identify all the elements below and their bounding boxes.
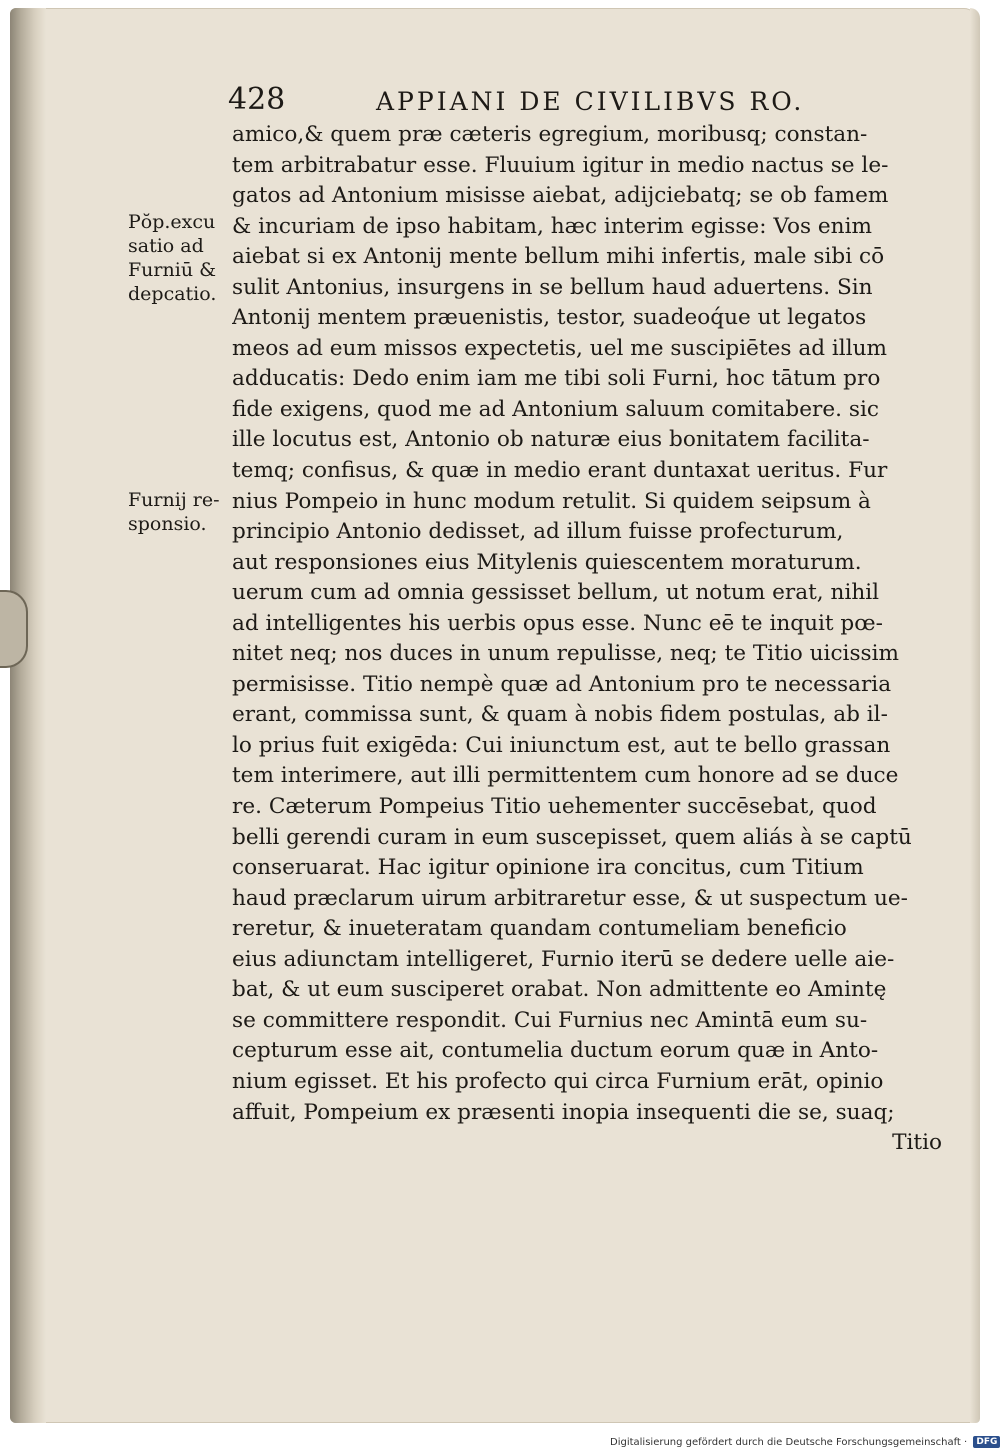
text-line: tem interimere, aut illi permittentem cum honore ad se duce bbox=[232, 763, 899, 789]
text-line: sulit Antonius, insurgens in se bellum haud aduertens. Sin bbox=[232, 274, 873, 300]
text-line: temq; confisus, & quæ in medio erant duntaxat ueritus. Fur bbox=[232, 458, 888, 484]
body-text bbox=[232, 120, 952, 1159]
text-line: principio Antonio dedisset, ad illum fuisse profecturum, bbox=[232, 519, 844, 545]
text-line: aut responsiones eius Mitylenis quiescentem moraturum. bbox=[232, 549, 862, 575]
text-line: nitet neq; nos duces in unum repulisse, neq; te Titio uicissim bbox=[232, 641, 900, 667]
page-number: 428 bbox=[228, 82, 286, 117]
text-line: haud præclarum uirum arbitraretur esse, & ut suspectum ue- bbox=[232, 885, 908, 911]
text-line: ad intelligentes his uerbis opus esse. Nunc eē te inquit pœ- bbox=[232, 610, 883, 636]
footer-text: Digitalisierung gefördert durch die Deutsche Forschungsgemeinschaft · bbox=[610, 1437, 968, 1448]
book-spine-shadow bbox=[10, 8, 46, 1423]
text-line: aiebat si ex Antonij mente bellum mihi infertis, male sibi cō bbox=[232, 244, 885, 270]
text-line: erant, commissa sunt, & quam à nobis fidem postulas, ab il- bbox=[232, 702, 888, 728]
text-line: ille locutus est, Antonio ob naturæ eius bonitatem facilita- bbox=[232, 427, 870, 453]
page-header bbox=[228, 80, 848, 124]
text-line: re. Cæterum Pompeius Titio uehementer succēsebat, quod bbox=[232, 794, 877, 820]
margin-note-line: satio ad bbox=[128, 235, 204, 257]
catchword: Titio bbox=[892, 1130, 942, 1156]
text-line: gatos ad Antonium misisse aiebat, adijciebatq; se ob famem bbox=[232, 183, 889, 209]
text-line: cepturum esse ait, contumelia ductum eorum quæ in Anto- bbox=[232, 1038, 879, 1064]
text-line: bat, & ut eum susciperet orabat. Non admittente eo Amintę bbox=[232, 977, 887, 1003]
text-line: nius Pompeio in hunc modum retulit. Si quidem seipsum à bbox=[232, 488, 871, 514]
margin-note-line: sponsio. bbox=[128, 513, 207, 535]
book-clasp bbox=[0, 590, 28, 668]
digitization-footer bbox=[610, 1436, 998, 1450]
text-line: belli gerendi curam in eum suscepisset, quem aliás à se captū bbox=[232, 824, 912, 850]
dfg-logo: DFG bbox=[973, 1436, 1000, 1448]
page-edge bbox=[970, 8, 980, 1423]
running-head: APPIANI DE CIVILIBVS RO. bbox=[376, 87, 805, 116]
text-line: & incuriam de ipso habitam, hæc interim egisse: Vos enim bbox=[232, 213, 872, 239]
text-line: lo prius fuit exigēda: Cui iniunctum est, aut te bello grassan bbox=[232, 732, 891, 758]
text-line: reretur, & inueteratam quandam contumeliam beneficio bbox=[232, 916, 847, 942]
margin-note-line: Pŏp.excu bbox=[128, 211, 216, 233]
margin-note bbox=[128, 488, 233, 536]
text-line: tem arbitrabatur esse. Fluuium igitur in medio nactus se le- bbox=[232, 152, 889, 178]
margin-note-line: depcatio. bbox=[128, 283, 217, 305]
text-line: uerum cum ad omnia gessisset bellum, ut notum erat, nihil bbox=[232, 580, 880, 606]
text-line: Antonij mentem præuenistis, testor, suadeoq́ue ut legatos bbox=[232, 305, 867, 331]
margin-note-line: Furniū & bbox=[128, 259, 217, 281]
text-line: permisisse. Titio nempè quæ ad Antonium pro te necessaria bbox=[232, 671, 892, 697]
text-line: eius adiunctam intelligeret, Furnio iterū se dedere uelle aie- bbox=[232, 946, 895, 972]
margin-note-line: Furnij re- bbox=[128, 489, 220, 511]
text-line: se committere respondit. Cui Furnius nec Amintā eum su- bbox=[232, 1007, 868, 1033]
text-line: nium egisset. Et his profecto qui circa Furnium erāt, opinio bbox=[232, 1068, 884, 1094]
text-line: affuit, Pompeium ex præsenti inopia insequenti die se, suaq; bbox=[232, 1099, 895, 1125]
text-line: amico,& quem præ cæteris egregium, moribusq; constan- bbox=[232, 122, 868, 147]
text-line: conseruarat. Hac igitur opinione ira concitus, cum Titium bbox=[232, 855, 864, 881]
text-line: meos ad eum missos expectetis, uel me suscipiētes ad illum bbox=[232, 335, 888, 361]
text-line: fide exigens, quod me ad Antonium saluum comitabere. sic bbox=[232, 396, 879, 422]
margin-note bbox=[128, 210, 233, 306]
text-line: adducatis: Dedo enim iam me tibi soli Furni, hoc tātum pro bbox=[232, 366, 881, 392]
